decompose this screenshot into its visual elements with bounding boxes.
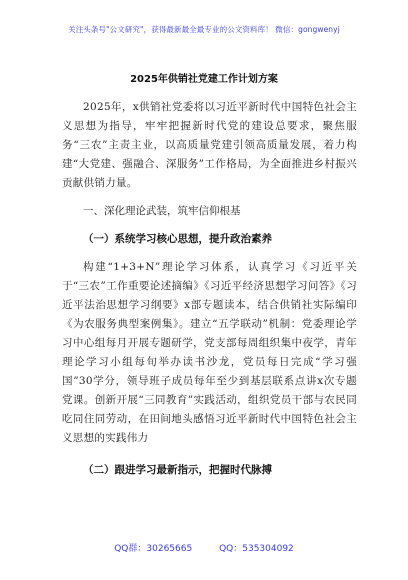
subsection-heading-1: （一）系统学习核心思想，提升政治素养 (83, 233, 272, 245)
footer-contact (0, 541, 408, 554)
section-heading-1: 一、深化理论武装，筑牢信仰根基 (83, 205, 241, 217)
footer-qq-group: QQ群：30265665 (114, 544, 193, 554)
subsection-heading-2: （二）跟进学习最新指示，把握时代脉搏 (83, 464, 272, 476)
header-note: 关注头条号"公文研究"，获得最新最全最专业的公文资料库！ 微信：gongwenyj (68, 25, 340, 34)
intro-paragraph: 2025年，x供销社党委将以习近平新时代中国特色社会主义思想为指导，牢牢把握新时代党的建设总要求，聚焦服务“三农”主责主业，以高质量党建引领高质量发展，着力构建“大党建、强融合、深服务”工作格局，为全面推进乡村振兴贡献供销力量。 (62, 101, 357, 189)
document-body (62, 98, 357, 480)
footer-qq: QQ：535304092 (219, 544, 294, 554)
document-title: 2025年供销社党建工作计划方案 (130, 74, 278, 85)
subsection-body-1: 构建“1+3+N”理论学习体系，认真学习《习近平关于“三农”工作重要论述摘编》《习近平经济思想学习问答》《习近平法治思想学习纲要》x部专题读本，结合供销社实际编印《为农服务典型案例集》。建立“五学联动”机制：党委理论学习中心组每月开展专题研学，党支部每周组织集中夜学，青年理论学习小组每旬举办读书沙龙，党员每日完成“学习强国”30学分，领导班子成员每年至少到基层联系点讲x次专题党课。创新开展“三同教育”实践活动，组织党员干部与农民同吃同住同劳动，在田间地头感悟习近平新时代中国特色社会主义思想的实践伟力 (62, 261, 357, 444)
